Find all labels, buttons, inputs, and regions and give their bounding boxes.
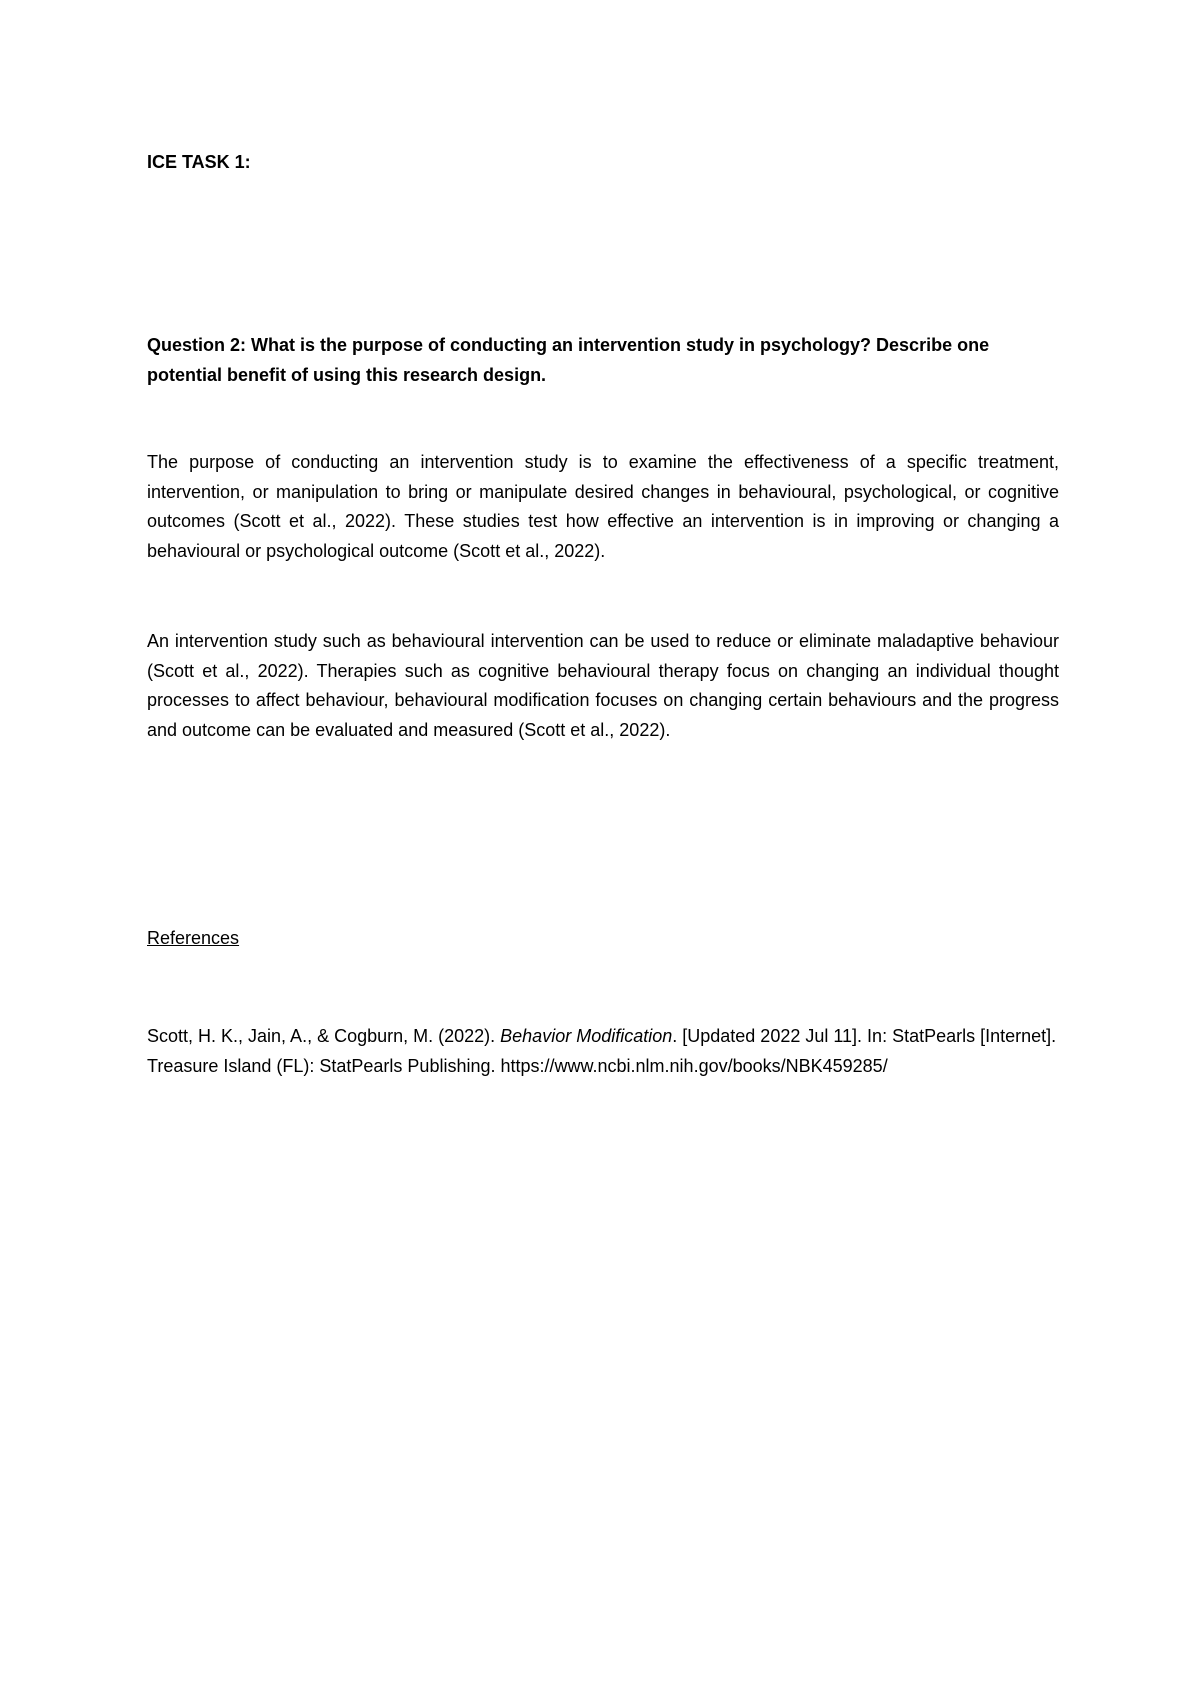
question-text: Question 2: What is the purpose of conducting an intervention study in psychology? Describe one potential benefit of using this research design. bbox=[147, 335, 990, 385]
reference-entry bbox=[147, 1022, 1059, 1081]
answer-paragraph-1: The purpose of conducting an intervention study is to examine the effectiveness of a specific treatment, intervention, or manipulation to bring or manipulate desired changes in behavioural, psychological, or cognitive outcomes (Scott et al., 2022). These studies test how effective an intervention is in improving or changing a behavioural or psychological outcome (Scott et al., 2022). bbox=[147, 452, 1059, 561]
task-title: ICE TASK 1: bbox=[147, 152, 251, 172]
reference-details: . [Updated 2022 Jul 11]. In: StatPearls [Internet]. Treasure Island (FL): StatPearls Publishing. https://www.ncbi.nlm.nih.gov/books/NBK459285/ bbox=[147, 1026, 1057, 1076]
references-heading: References bbox=[147, 928, 240, 948]
answer-paragraph-2: An intervention study such as behavioural intervention can be used to reduce or eliminate maladaptive behaviour (Scott et al., 2022). Therapies such as cognitive behavioural therapy focus on changing an individual thought processes to affect behaviour, behavioural modification focuses on changing certain behaviours and the progress and outcome can be evaluated and measured (Scott et al., 2022). bbox=[147, 631, 1059, 740]
reference-authors-year: Scott, H. K., Jain, A., & Cogburn, M. (2022). bbox=[147, 1026, 501, 1046]
reference-title: Behavior Modification bbox=[500, 1026, 673, 1046]
